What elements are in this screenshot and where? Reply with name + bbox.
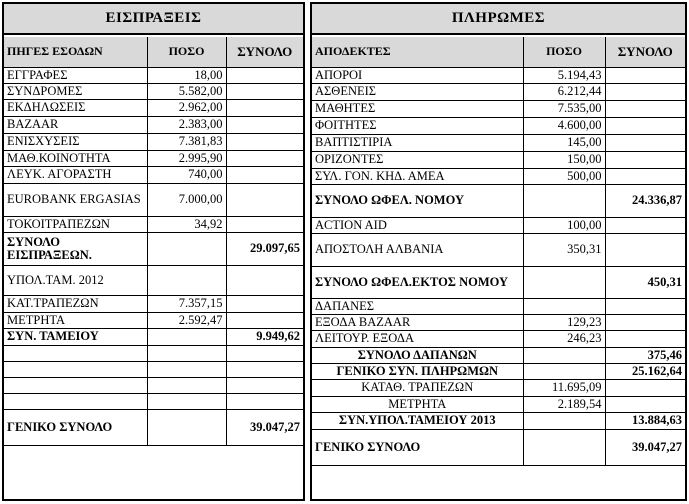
row-total: 450,31 [605,266,685,298]
table-row [4,216,303,232]
row-total: 9.949,62 [226,328,303,345]
row-total: 24.336,87 [605,184,685,217]
row-amount: 5.582,00 [147,83,226,99]
row-amount: 11.695,09 [523,379,605,396]
row-total [605,330,685,347]
table-row [312,83,685,100]
row-label: ΣΥΝ. ΤΑΜΕΙΟΥ [4,328,147,345]
row-amount: 6.212,44 [523,83,605,100]
row-label: ACTION AID [312,217,523,233]
row-amount: 5.194,43 [523,67,605,83]
row-amount [147,361,226,377]
row-total [605,379,685,396]
row-total [605,134,685,151]
table-row [312,363,685,379]
row-amount [147,393,226,409]
table-row [312,429,685,465]
row-amount [523,298,605,314]
row-amount: 2.383,00 [147,116,226,133]
row-label: ΛΕΥΚ. ΑΓΟΡΑΣΤΗ [4,166,147,183]
table-row [312,298,685,314]
row-amount [523,184,605,217]
table-row [4,99,303,116]
column-header: ΑΠΟΔΕΚΤΕΣ [312,37,523,67]
row-total [226,83,303,99]
row-amount [147,265,226,295]
row-label [4,377,147,393]
table-row [4,133,303,150]
row-total [226,183,303,216]
row-label: ΑΠΟΣΤΟΛΗ ΑΛΒΑΝΙΑ [312,233,523,266]
table-row [312,67,685,83]
row-total: 25.162,64 [605,363,685,379]
column-header: ΠΟΣΟ [523,37,605,67]
row-label: ΓΕΝΙΚΟ ΣΥΝΟΛΟ [4,409,147,445]
table-row [4,409,303,445]
receipts-title: ΕΙΣΠΡΑΞΕΙΣ [4,4,303,35]
row-amount: 7.357,15 [147,295,226,312]
table-row [312,314,685,330]
table-row [4,361,303,377]
row-label: ΣΥΛ. ΓΟΝ. ΚΗΔ. ΑΜΕΑ [312,168,523,184]
row-total [605,314,685,330]
row-amount [523,412,605,429]
row-total [226,67,303,83]
table-row [312,100,685,117]
row-label: ΕΞΟΔΑ BAZAAR [312,314,523,330]
row-amount: 18,00 [147,67,226,83]
table-row [4,150,303,166]
row-total [226,166,303,183]
row-amount [147,377,226,393]
table-row [4,232,303,265]
row-label: ΦΟΙΤΗΤΕΣ [312,117,523,134]
row-amount: 500,00 [523,168,605,184]
table-row [4,67,303,83]
row-total [605,83,685,100]
table-row [312,396,685,412]
row-label: ΜΕΤΡΗΤΑ [312,396,523,412]
row-amount [523,363,605,379]
row-label: ΓΕΝΙΚΟ ΣΥΝ. ΠΛΗΡΩΜΩΝ [312,363,523,379]
column-header: ΣΥΝΟΛΟ [226,37,303,67]
table-row [4,265,303,295]
row-total: 39.047,27 [226,409,303,445]
row-label: BAZAAR [4,116,147,133]
row-label: ΕΓΓΡΑΦΕΣ [4,67,147,83]
row-label: ΣΥΝΟΛΟ ΔΑΠΑΝΩΝ [312,347,523,363]
row-amount: 2.189,54 [523,396,605,412]
row-total: 29.097,65 [226,232,303,265]
row-label: ΣΥΝΟΛΟ ΩΦΕΛ.ΕΚΤΟΣ ΝΟΜΟΥ [312,266,523,298]
row-total [605,217,685,233]
row-total [226,312,303,328]
table-row [4,328,303,345]
row-label: ΣΥΝΔΡΟΜΕΣ [4,83,147,99]
row-total [605,168,685,184]
row-label [4,345,147,361]
table-row [4,377,303,393]
row-total [605,298,685,314]
row-total: 375,46 [605,347,685,363]
row-label: ΚΑΤΑΘ. ΤΡΑΠΕΖΩΝ [312,379,523,396]
row-label: EUROBANK ERGASIAS [4,183,147,216]
row-total [605,233,685,266]
row-total [226,361,303,377]
row-label: ΕΝΙΣΧΥΣΕΙΣ [4,133,147,150]
row-label [4,361,147,377]
table-row [4,116,303,133]
receipts-panel [2,2,305,501]
row-label: ΣΥΝΟΛΟ ΕΙΣΠΡΑΞΕΩΝ. [4,232,147,265]
row-amount [147,409,226,445]
row-label: ΔΑΠΑΝΕΣ [312,298,523,314]
row-total [226,393,303,409]
row-amount [523,266,605,298]
column-header: ΣΥΝΟΛΟ [605,37,685,67]
row-total [605,396,685,412]
receipts-table [4,37,303,446]
row-amount: 740,00 [147,166,226,183]
row-label: ΛΕΙΤΟΥΡ. ΕΞΟΔΑ [312,330,523,347]
row-amount: 2.592,47 [147,312,226,328]
row-total [226,133,303,150]
row-total: 39.047,27 [605,429,685,465]
row-total [226,150,303,166]
table-row [312,266,685,298]
row-total [226,377,303,393]
table-row [312,117,685,134]
row-amount: 7.381,83 [147,133,226,150]
payments-table [312,37,685,466]
row-total [226,216,303,232]
row-amount: 145,00 [523,134,605,151]
row-label: ΒΑΠΤΙΣΤΙΡΙΑ [312,134,523,151]
row-amount: 129,23 [523,314,605,330]
table-row [4,312,303,328]
row-total [605,151,685,168]
row-label: ΚΑΤ.ΤΡΑΠΕΖΩΝ [4,295,147,312]
row-total [605,117,685,134]
column-header: ΠΗΓΕΣ ΕΣΟΔΩΝ [4,37,147,67]
row-total [605,67,685,83]
row-amount: 2.962,00 [147,99,226,116]
table-row [312,330,685,347]
table-row [4,166,303,183]
row-label: ΜΕΤΡΗΤΑ [4,312,147,328]
row-amount [147,328,226,345]
row-label: ΟΡΙΖΟΝΤΕΣ [312,151,523,168]
table-row [312,347,685,363]
row-label [4,393,147,409]
table-row [312,379,685,396]
row-amount: 7.000,00 [147,183,226,216]
row-amount: 150,00 [523,151,605,168]
row-label: ΕΚΔΗΛΩΣΕΙΣ [4,99,147,116]
table-row [312,168,685,184]
table-row [4,393,303,409]
row-total [226,345,303,361]
table-row [312,412,685,429]
table-row [4,345,303,361]
column-header: ΠΟΣΟ [147,37,226,67]
payments-panel [310,2,687,501]
row-amount: 34,92 [147,216,226,232]
table-row [312,184,685,217]
row-amount: 2.995,90 [147,150,226,166]
row-label: ΑΠΟΡΟΙ [312,67,523,83]
table-row [312,134,685,151]
row-label: ΜΑΘΗΤΕΣ [312,100,523,117]
row-label: ΣΥΝ.ΥΠΟΛ.ΤΑΜΕΙΟΥ 2013 [312,412,523,429]
row-total [226,116,303,133]
row-total [226,295,303,312]
row-total [605,100,685,117]
row-amount: 4.600,00 [523,117,605,134]
row-amount: 7.535,00 [523,100,605,117]
row-label: ΓΕΝΙΚΟ ΣΥΝΟΛΟ [312,429,523,465]
row-amount [523,429,605,465]
row-label: ΤΟΚΟΙΤΡΑΠΕΖΩΝ [4,216,147,232]
row-label: ΥΠΟΛ.ΤΑΜ. 2012 [4,265,147,295]
row-label: ΣΥΝΟΛΟ ΩΦΕΛ. ΝΟΜΟΥ [312,184,523,217]
table-row [4,83,303,99]
table-row [312,151,685,168]
row-total: 13.884,63 [605,412,685,429]
table-row [4,183,303,216]
row-total [226,265,303,295]
payments-title: ΠΛΗΡΩΜΕΣ [312,4,685,35]
table-row [312,233,685,266]
row-amount [147,232,226,265]
row-label: ΑΣΘΕΝΕΙΣ [312,83,523,100]
table-row [312,217,685,233]
table-row [4,295,303,312]
row-amount [147,345,226,361]
row-total [226,99,303,116]
row-label: ΜΑΘ.ΚΟΙΝΟΤΗΤΑ [4,150,147,166]
row-amount: 246,23 [523,330,605,347]
row-amount: 100,00 [523,217,605,233]
row-amount [523,347,605,363]
row-amount: 350,31 [523,233,605,266]
